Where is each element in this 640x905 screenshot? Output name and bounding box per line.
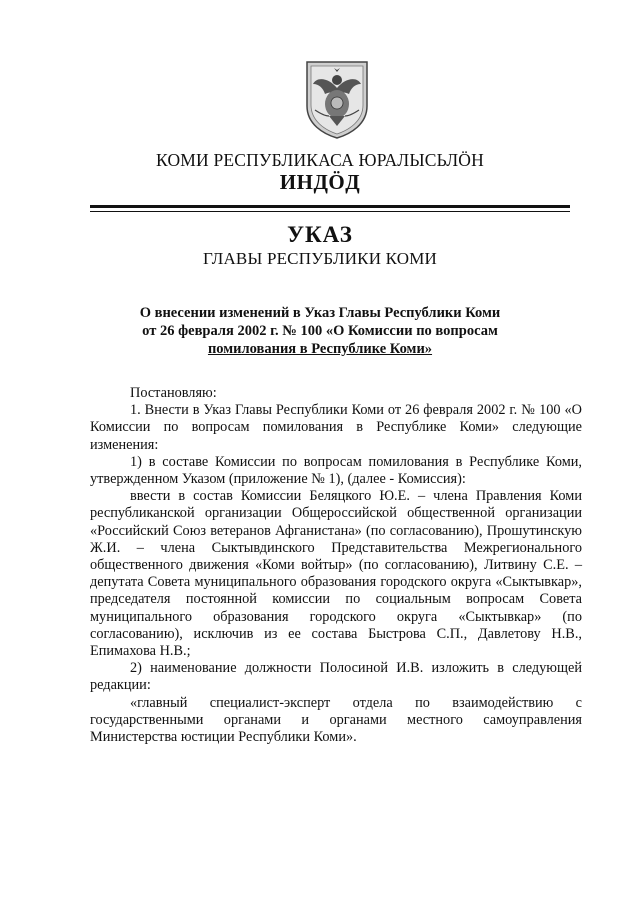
paragraph-subitem-2: 2) наименование должности Полосиной И.В. изложить в следующей редакции: (90, 660, 582, 694)
paragraph-resolve: Постановляю: (130, 385, 217, 401)
subject-line-3: помилования в Республике Коми» (207, 341, 433, 357)
header-divider-thick (90, 205, 570, 208)
header-line-republic: КОМИ РЕСПУБЛИКАСА ЮРАЛЫСЬЛÖН (156, 150, 484, 170)
bird-emblem-icon (303, 58, 371, 140)
subject-line-2: от 26 февраля 2002 г. № 100 «О Комиссии по вопросам (142, 323, 498, 339)
header-divider-thin (90, 211, 570, 212)
decree-subtitle: ГЛАВЫ РЕСПУБЛИКИ КОМИ (202, 249, 438, 268)
subject-line-1: О внесении изменений в Указ Главы Республики Коми (139, 305, 501, 321)
paragraph-subitem-1: 1) в составе Комиссии по вопросам помилования в Республике Коми, утвержденном Указом (приложение № 1), (далее - Комиссия): (90, 453, 582, 488)
paragraph-composition-changes: ввести в состав Комиссии Беляцкого Ю.Е. – члена Правления Коми республиканской организации Общероссийской общественной организации «Российский Союз ветеранов Афганистана» (по согласованию), Прошутинскую Ж.И. – члена Сыктывдинского Представительства Межрегионального общественного движения «Коми войтыр» (по согласованию), Литвину С.Е. – депутата Совета муниципального образования городского округа «Сыктывкар», председателя постоянной комиссии по социальным вопросам Совета муниципального образования городского округа «Сыктывкар» (по согласованию), исключив из ее состава Быстрова С.П., Давлетову Н.В., Епимахова Н.В.; (90, 488, 582, 660)
header-line-indod: ИНДÖД (279, 170, 361, 194)
decree-title: УКАЗ (287, 222, 353, 247)
decree-subject (0, 304, 640, 358)
paragraph-item-1: 1. Внести в Указ Главы Республики Коми от 26 февраля 2002 г. № 100 «О Комиссии по вопросам помилования в Республике Коми» следующие изменения: (90, 402, 582, 453)
coat-of-arms-emblem (303, 58, 371, 140)
paragraph-position-title: «главный специалист-эксперт отдела по взаимодействию с государственными органами и органами местного самоуправления Министерства юстиции Республики Коми». (90, 694, 582, 746)
decree-body (90, 385, 582, 746)
